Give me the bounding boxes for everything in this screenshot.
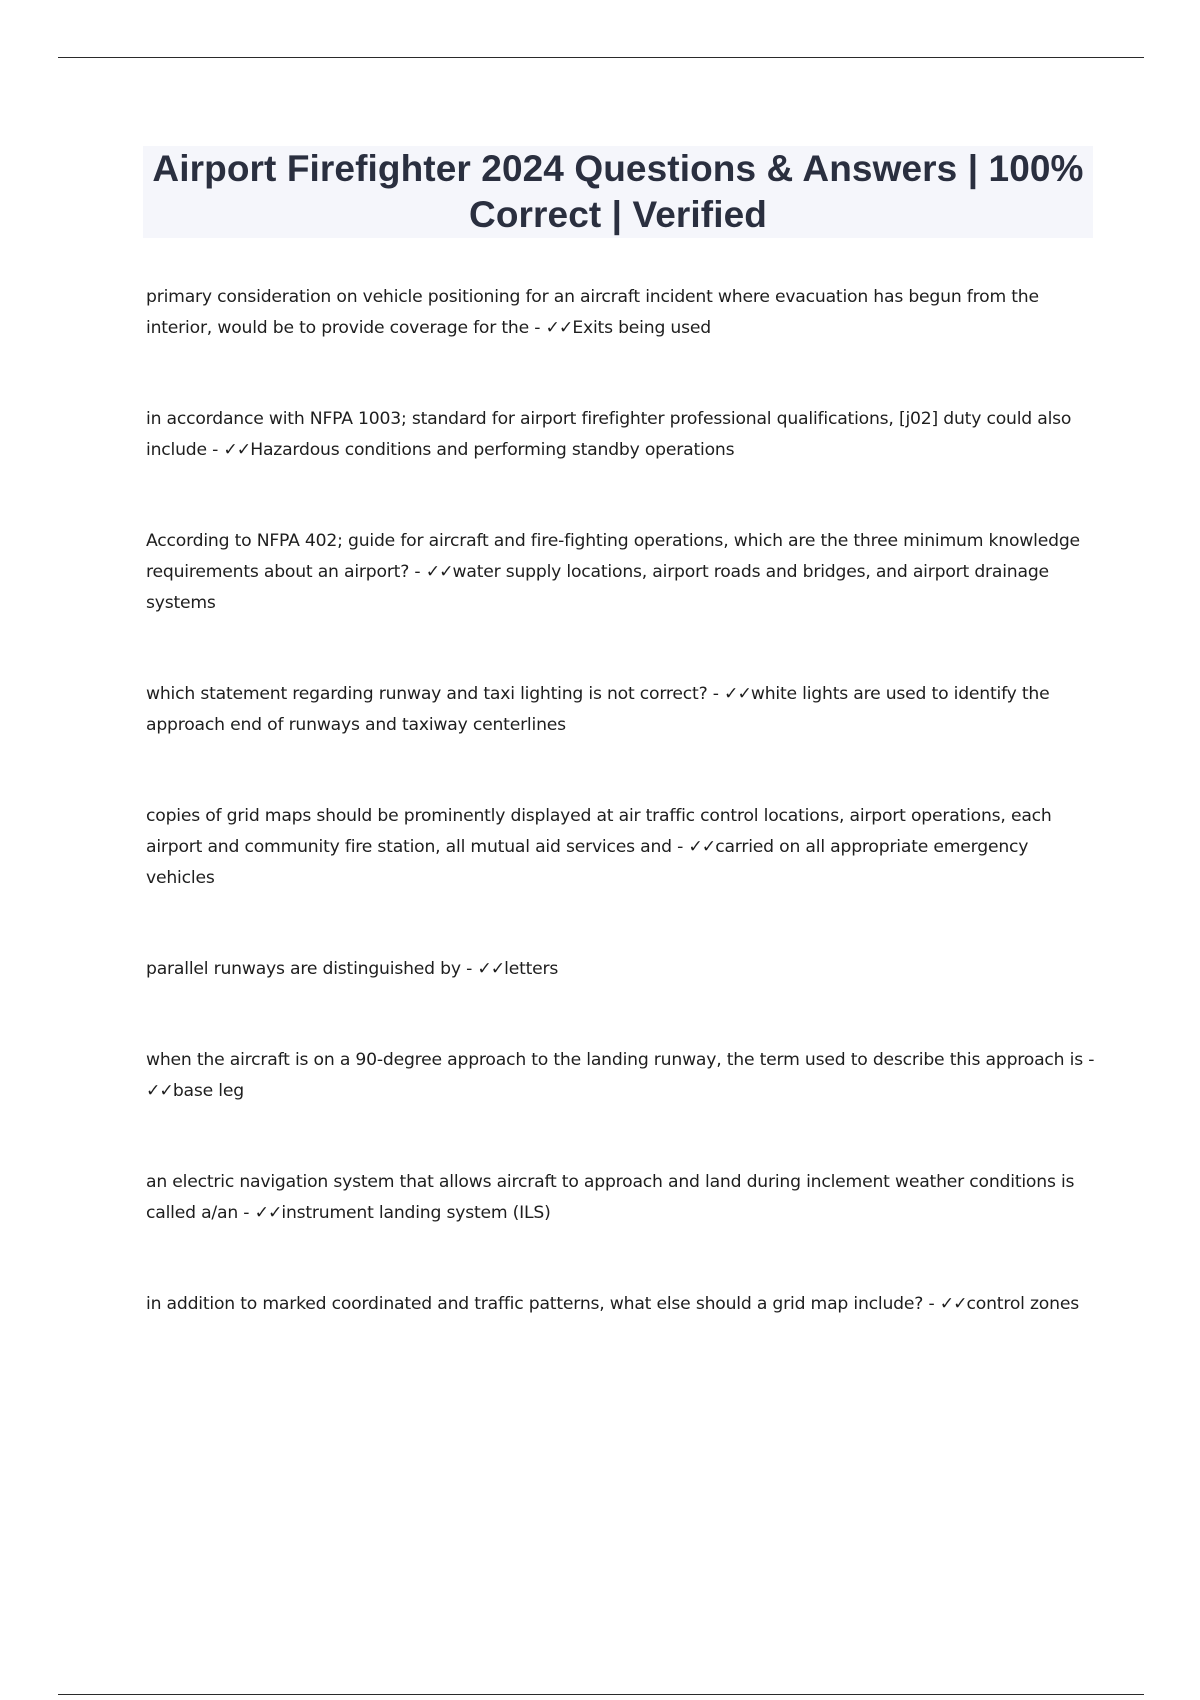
document-title: Airport Firefighter 2024 Questions & Answers | 100% Correct | Verified	[152, 148, 1084, 235]
separator: -	[707, 684, 725, 704]
title-banner	[143, 146, 1093, 238]
check-icon: ✓✓	[545, 318, 573, 338]
check-icon: ✓✓	[254, 1203, 282, 1223]
answer-text: Exits being used	[572, 318, 711, 338]
separator: -	[671, 837, 689, 857]
question-text: when the aircraft is on a 90-degree approach to the landing runway, the term used to describe this approach is	[146, 1050, 1083, 1070]
qa-item	[146, 801, 1098, 894]
answer-text: carried on all appropriate emergency vehicles	[146, 837, 1029, 888]
qa-item	[146, 1045, 1098, 1107]
separator: -	[923, 1294, 940, 1314]
separator: -	[460, 959, 478, 979]
question-text: According to NFPA 402; guide for aircraft and fire-fighting operations, which are the three minimum knowledge requirements about an airport?	[146, 531, 1080, 582]
separator: -	[206, 440, 224, 460]
answer-text: water supply locations, airport roads and bridges, and airport drainage systems	[146, 562, 1049, 613]
qa-item	[146, 1167, 1098, 1229]
check-icon: ✓✓	[146, 1081, 173, 1101]
qa-item	[146, 526, 1098, 619]
top-divider	[58, 57, 1144, 58]
qa-item	[146, 954, 1098, 985]
separator: -	[238, 1203, 255, 1223]
separator: -	[528, 318, 546, 338]
bottom-divider	[58, 1694, 1144, 1695]
question-text: which statement regarding runway and taxi lighting is not correct?	[146, 684, 708, 704]
question-text: in addition to marked coordinated and traffic patterns, what else should a grid map include?	[146, 1294, 924, 1314]
qa-item	[146, 679, 1098, 741]
answer-text: Hazardous conditions and performing standby operations	[250, 440, 735, 460]
question-text: an electric navigation system that allows aircraft to approach and land during inclement weather conditions is called a/an	[146, 1172, 1075, 1223]
check-icon: ✓✓	[223, 440, 251, 460]
qa-item	[146, 404, 1098, 466]
check-icon: ✓✓	[724, 684, 751, 704]
qa-list	[146, 282, 1098, 1320]
question-text: parallel runways are distinguished by	[146, 959, 461, 979]
check-icon: ✓✓	[425, 562, 453, 582]
answer-text: letters	[504, 959, 559, 979]
answer-text: control zones	[966, 1294, 1079, 1314]
qa-item	[146, 282, 1098, 344]
answer-text: base leg	[172, 1081, 244, 1101]
check-icon: ✓✓	[477, 959, 505, 979]
separator: -	[409, 562, 426, 582]
separator: -	[1082, 1050, 1095, 1070]
question-text: in accordance with NFPA 1003; standard for airport firefighter professional qualifications, [j02] duty could also include	[146, 409, 1072, 460]
question-text: primary consideration on vehicle positioning for an aircraft incident where evacuation has begun from the interior, would be to provide coverage for the	[146, 287, 1039, 338]
check-icon: ✓✓	[688, 837, 716, 857]
qa-item	[146, 1289, 1098, 1320]
check-icon: ✓✓	[939, 1294, 967, 1314]
answer-text: white lights are used to identify the approach end of runways and taxiway centerlines	[146, 684, 1050, 735]
question-text: copies of grid maps should be prominently displayed at air traffic control locations, airport operations, each airport and community fire station, all mutual aid services and	[146, 806, 1052, 857]
answer-text: instrument landing system (ILS)	[281, 1203, 551, 1223]
